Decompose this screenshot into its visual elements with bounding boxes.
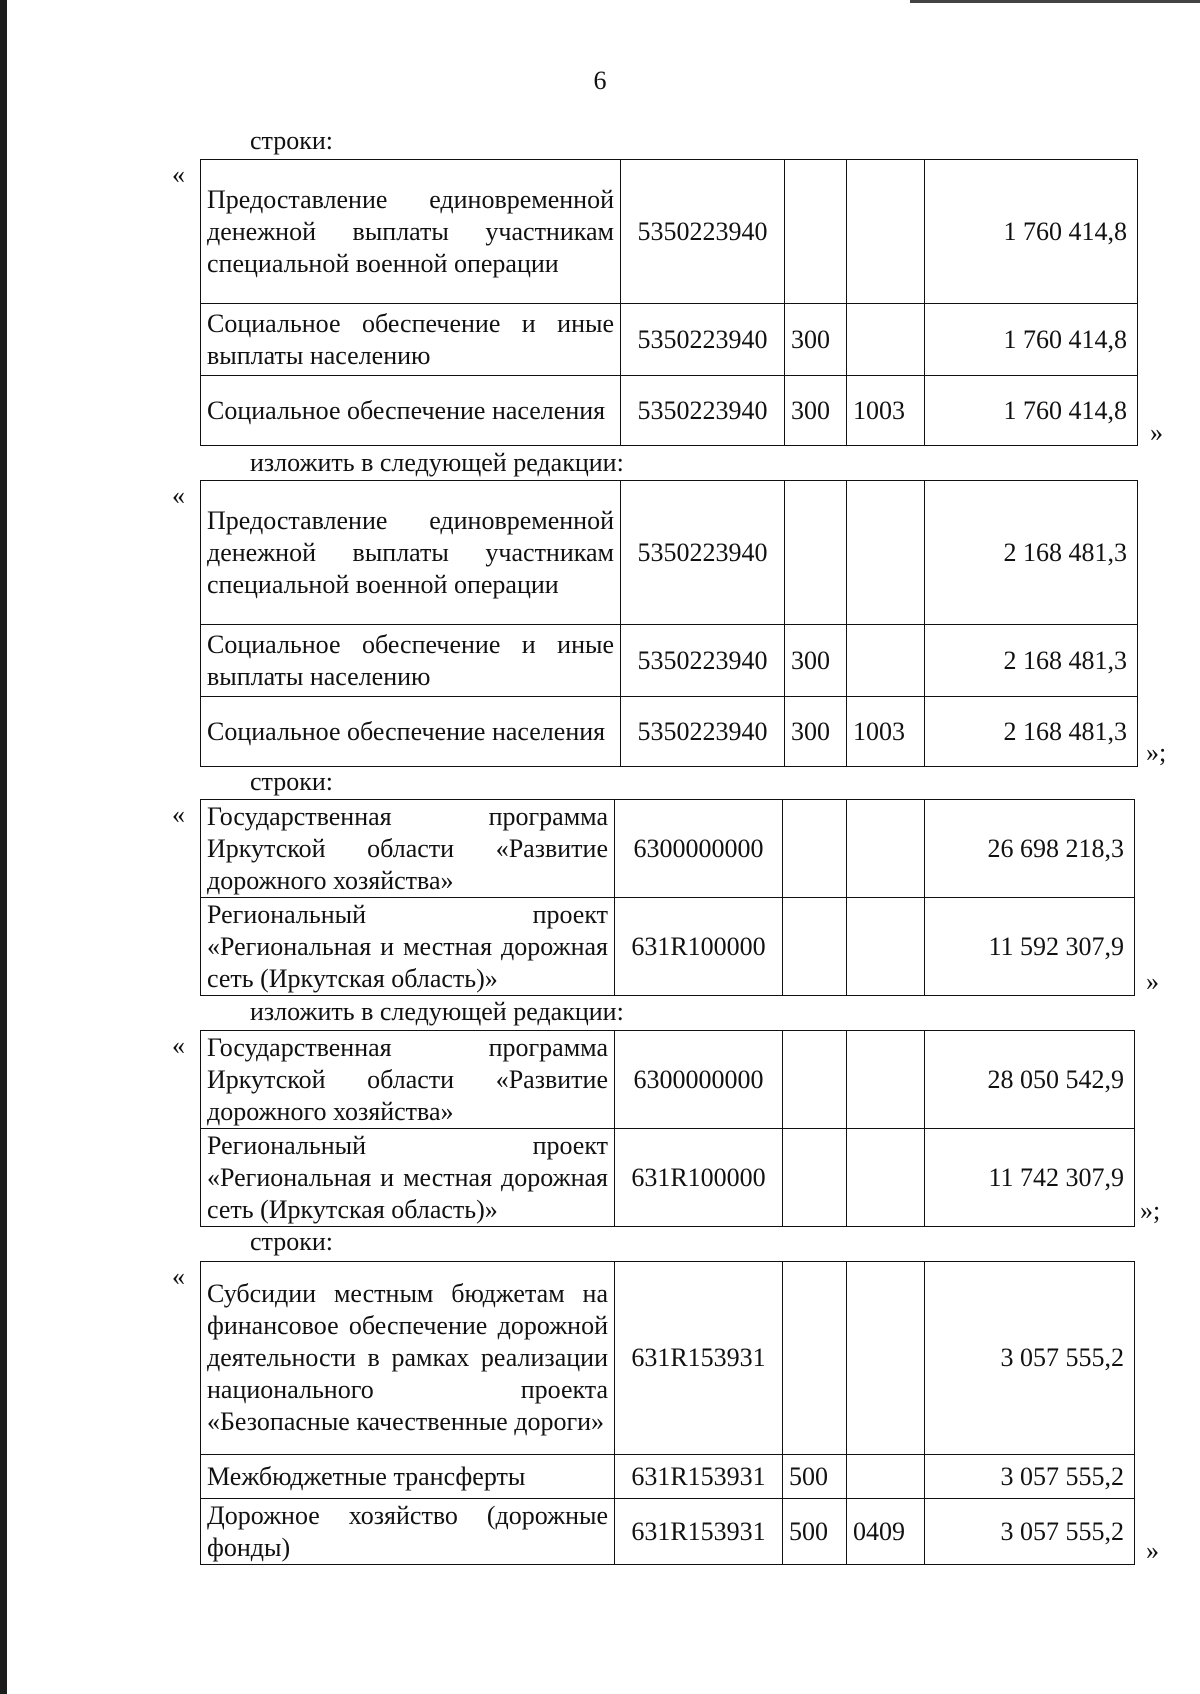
row-name: Предоставление единовременной денежной выплаты участникам специальной военной операции (201, 160, 621, 304)
row-rz: 1003 (847, 697, 925, 767)
row-name: Социальное обеспечение населения (201, 697, 621, 767)
row-amount: 11 592 307,9 (925, 898, 1135, 996)
row-code: 631R100000 (615, 1129, 783, 1227)
row-vr: 500 (783, 1455, 847, 1499)
amendment-table (200, 480, 1138, 767)
row-name: Предоставление единовременной денежной выплаты участникам специальной военной операции (201, 481, 621, 625)
close-quote: » (1146, 1536, 1159, 1565)
row-vr (785, 160, 847, 304)
row-amount: 1 760 414,8 (925, 304, 1138, 376)
row-rz: 1003 (847, 376, 925, 446)
row-rz (847, 898, 925, 996)
row-code: 6300000000 (615, 800, 783, 898)
row-code: 5350223940 (621, 304, 785, 376)
block-label: строки: (250, 767, 333, 796)
row-rz (847, 1031, 925, 1129)
row-rz (847, 304, 925, 376)
row-name: Межбюджетные трансферты (201, 1455, 615, 1499)
row-vr (783, 1129, 847, 1227)
row-amount: 2 168 481,3 (925, 481, 1138, 625)
row-amount: 3 057 555,2 (925, 1455, 1135, 1499)
open-quote: « (172, 800, 185, 829)
row-amount: 3 057 555,2 (925, 1499, 1135, 1565)
amendment-table (200, 1030, 1135, 1227)
block-label: изложить в следующей редакции: (250, 448, 624, 477)
row-amount: 28 050 542,9 (925, 1031, 1135, 1129)
table-row (201, 1499, 1135, 1565)
row-amount: 2 168 481,3 (925, 697, 1138, 767)
row-vr: 500 (783, 1499, 847, 1565)
table-row (201, 1031, 1135, 1129)
row-vr: 300 (785, 697, 847, 767)
row-vr (785, 481, 847, 625)
row-code: 631R153931 (615, 1455, 783, 1499)
row-name: Региональный проект «Региональная и местная дорожная сеть (Иркутская область)» (201, 898, 615, 996)
close-quote: » (1150, 418, 1163, 447)
row-amount: 1 760 414,8 (925, 376, 1138, 446)
amendment-table (200, 159, 1138, 446)
row-name: Дорожное хозяйство (дорожные фонды) (201, 1499, 615, 1565)
row-rz (847, 160, 925, 304)
scan-left-edge (0, 0, 7, 1694)
row-code: 631R153931 (615, 1499, 783, 1565)
block-label: строки: (250, 126, 333, 155)
row-name: Социальное обеспечение населения (201, 376, 621, 446)
row-vr (783, 1031, 847, 1129)
table-row (201, 160, 1138, 304)
row-rz (847, 481, 925, 625)
row-vr (783, 800, 847, 898)
block-label: строки: (250, 1227, 333, 1256)
row-name: Субсидии местным бюджетам на финансовое обеспечение дорожной деятельности в рамках реализации национального проекта «Безопасные качественные дороги» (201, 1262, 615, 1455)
row-rz (847, 1455, 925, 1499)
scan-top-edge (910, 0, 1200, 3)
table-row (201, 1129, 1135, 1227)
row-vr: 300 (785, 376, 847, 446)
close-quote: »; (1140, 1196, 1161, 1225)
table-row (201, 481, 1138, 625)
row-vr: 300 (785, 625, 847, 697)
row-code: 6300000000 (615, 1031, 783, 1129)
row-vr: 300 (785, 304, 847, 376)
row-rz (847, 625, 925, 697)
row-name: Региональный проект «Региональная и местная дорожная сеть (Иркутская область)» (201, 1129, 615, 1227)
row-vr (783, 1262, 847, 1455)
row-code: 631R153931 (615, 1262, 783, 1455)
row-amount: 1 760 414,8 (925, 160, 1138, 304)
open-quote: « (172, 481, 185, 510)
row-rz: 0409 (847, 1499, 925, 1565)
table-row (201, 697, 1138, 767)
close-quote: »; (1146, 738, 1167, 767)
open-quote: « (172, 1262, 185, 1291)
table-row (201, 800, 1135, 898)
row-name: Социальное обеспечение и иные выплаты населению (201, 625, 621, 697)
row-code: 631R100000 (615, 898, 783, 996)
open-quote: « (172, 160, 185, 189)
page-number: 6 (593, 66, 607, 95)
row-rz (847, 1262, 925, 1455)
open-quote: « (172, 1031, 185, 1060)
row-amount: 26 698 218,3 (925, 800, 1135, 898)
close-quote: » (1146, 967, 1159, 996)
table-row (201, 376, 1138, 446)
table-row (201, 1455, 1135, 1499)
row-amount: 11 742 307,9 (925, 1129, 1135, 1227)
amendment-table (200, 799, 1135, 996)
row-amount: 2 168 481,3 (925, 625, 1138, 697)
table-row (201, 898, 1135, 996)
row-name: Государственная программа Иркутской области «Развитие дорожного хозяйства» (201, 1031, 615, 1129)
row-code: 5350223940 (621, 376, 785, 446)
row-name: Государственная программа Иркутской области «Развитие дорожного хозяйства» (201, 800, 615, 898)
row-code: 5350223940 (621, 481, 785, 625)
row-rz (847, 1129, 925, 1227)
row-code: 5350223940 (621, 697, 785, 767)
table-row (201, 304, 1138, 376)
amendment-table (200, 1261, 1135, 1565)
row-vr (783, 898, 847, 996)
row-name: Социальное обеспечение и иные выплаты населению (201, 304, 621, 376)
row-code: 5350223940 (621, 160, 785, 304)
table-row (201, 625, 1138, 697)
row-code: 5350223940 (621, 625, 785, 697)
row-amount: 3 057 555,2 (925, 1262, 1135, 1455)
row-rz (847, 800, 925, 898)
table-row (201, 1262, 1135, 1455)
block-label: изложить в следующей редакции: (250, 997, 624, 1026)
